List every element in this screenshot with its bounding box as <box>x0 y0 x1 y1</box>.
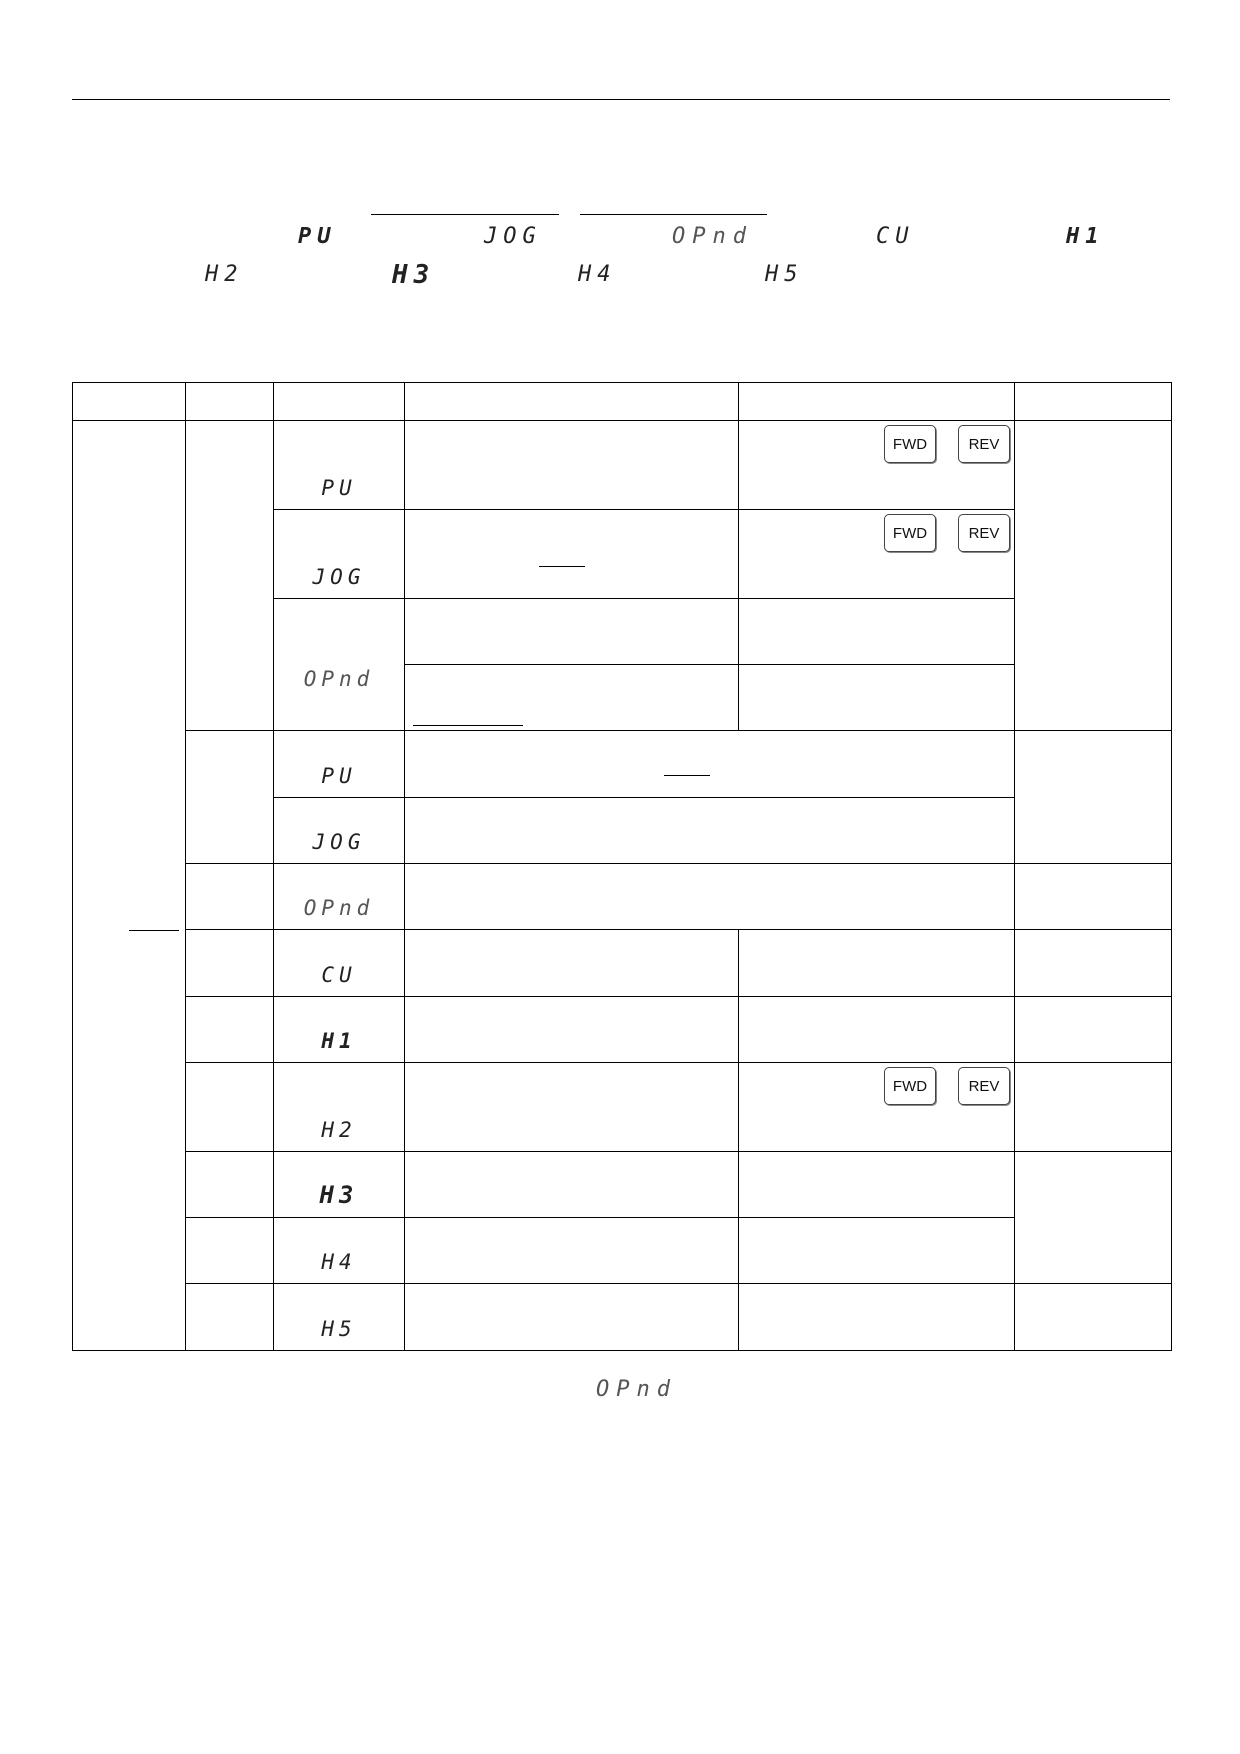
operation-cell <box>739 1218 1015 1284</box>
mode-code-pu: PU <box>298 224 337 249</box>
subgroup-cell <box>186 864 274 930</box>
operation-cell <box>739 997 1015 1063</box>
description-cell <box>405 930 739 997</box>
fwd-key-icon: FWD <box>884 425 936 463</box>
mode-code-opnd: OPnd <box>672 224 753 249</box>
intro-underline-1 <box>371 214 559 215</box>
code-cell <box>274 930 405 997</box>
header-cell <box>405 383 739 421</box>
operation-cell <box>739 510 1015 599</box>
display-code: H5 <box>321 1317 357 1341</box>
remark-cell <box>1015 864 1172 930</box>
code-cell <box>274 997 405 1063</box>
description-cell <box>405 997 739 1063</box>
operation-cell <box>739 599 1015 665</box>
description-cell <box>405 1063 739 1152</box>
mode-code-jog: JOG <box>484 224 542 249</box>
remark-cell <box>1015 930 1172 997</box>
remark-cell <box>1015 421 1172 731</box>
table-row <box>73 1063 1172 1152</box>
operation-cell <box>739 930 1015 997</box>
code-cell <box>274 864 405 930</box>
operation-cell <box>739 1284 1015 1351</box>
code-cell <box>274 1284 405 1351</box>
display-code: OPnd <box>303 896 375 920</box>
table-row <box>73 997 1172 1063</box>
mode-table <box>72 382 1172 1351</box>
group-cell <box>73 421 186 1351</box>
header-cell <box>73 383 186 421</box>
description-underline <box>539 566 585 567</box>
code-cell <box>274 599 405 731</box>
subgroup-cell <box>186 1152 274 1218</box>
rev-key-icon: REV <box>958 514 1010 552</box>
table-row <box>73 1284 1172 1351</box>
operation-cell <box>739 1152 1015 1218</box>
fwd-key-icon: FWD <box>884 514 936 552</box>
display-code: H2 <box>321 1118 357 1142</box>
description-cell <box>405 665 739 731</box>
group-underline <box>129 930 179 931</box>
subgroup-cell <box>186 997 274 1063</box>
description-cell <box>405 731 1015 798</box>
subgroup-cell <box>186 731 274 864</box>
code-cell <box>274 1152 405 1218</box>
operation-cell <box>739 665 1015 731</box>
mode-code-cu: CU <box>876 224 915 249</box>
display-code: CU <box>321 963 357 987</box>
subgroup-cell <box>186 1284 274 1351</box>
subgroup-cell <box>186 1218 274 1284</box>
header-cell <box>739 383 1015 421</box>
rev-key-icon: REV <box>958 1067 1010 1105</box>
header-rule <box>72 99 1170 100</box>
display-code: OPnd <box>303 667 375 691</box>
mode-code-h5: H5 <box>765 262 804 287</box>
table-row <box>73 930 1172 997</box>
code-cell <box>274 798 405 864</box>
mode-code-h2: H2 <box>205 262 244 287</box>
display-code: JOG <box>312 565 366 589</box>
description-cell <box>405 1152 739 1218</box>
table-row <box>73 731 1172 798</box>
table-row <box>73 864 1172 930</box>
description-cell <box>405 798 1015 864</box>
fwd-key-icon: FWD <box>884 1067 936 1105</box>
header-cell <box>186 383 274 421</box>
description-cell <box>405 1284 739 1351</box>
description-underline <box>664 775 710 776</box>
display-code: JOG <box>312 830 366 854</box>
header-cell <box>1015 383 1172 421</box>
display-code: H1 <box>321 1029 357 1053</box>
description-cell <box>405 510 739 599</box>
display-code: H4 <box>321 1250 357 1274</box>
subgroup-cell <box>186 1063 274 1152</box>
table-header-row <box>73 383 1172 421</box>
code-cell <box>274 510 405 599</box>
table-row <box>73 1152 1172 1218</box>
display-code: PU <box>321 764 357 788</box>
description-cell <box>405 1218 739 1284</box>
code-cell <box>274 731 405 798</box>
description-cell <box>405 421 739 510</box>
remark-cell <box>1015 997 1172 1063</box>
description-cell <box>405 599 739 665</box>
description-underline <box>413 725 523 726</box>
code-cell <box>274 1218 405 1284</box>
rev-key-icon: REV <box>958 425 1010 463</box>
table-row <box>73 1218 1172 1284</box>
code-cell <box>274 1063 405 1152</box>
mode-code-h1: H1 <box>1066 224 1105 249</box>
display-code: PU <box>321 476 357 500</box>
header-cell <box>274 383 405 421</box>
subgroup-cell <box>186 930 274 997</box>
remark-cell <box>1015 1063 1172 1152</box>
description-cell <box>405 864 1015 930</box>
remark-cell <box>1015 1284 1172 1351</box>
operation-cell <box>739 421 1015 510</box>
operation-cell <box>739 1063 1015 1152</box>
intro-underline-2 <box>580 214 767 215</box>
footnote-code: OPnd <box>596 1377 677 1402</box>
table-row <box>73 421 1172 510</box>
mode-code-h3: H3 <box>392 260 436 290</box>
subgroup-cell <box>186 421 274 731</box>
display-code: H3 <box>319 1181 359 1209</box>
remark-cell <box>1015 1152 1172 1284</box>
code-cell <box>274 421 405 510</box>
remark-cell <box>1015 731 1172 864</box>
mode-code-h4: H4 <box>578 262 617 287</box>
